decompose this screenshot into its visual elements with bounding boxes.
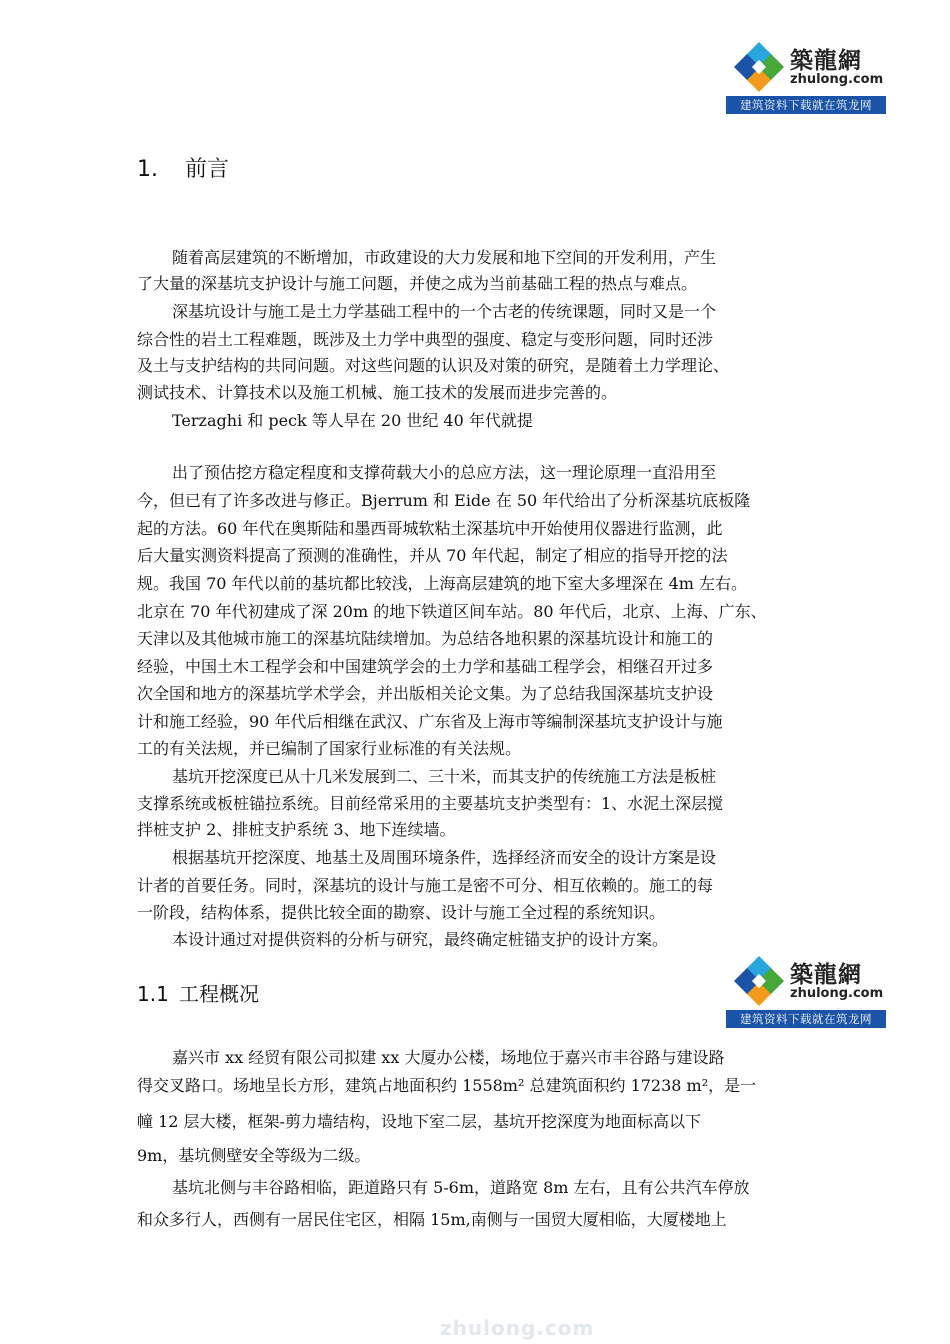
paragraph-line: 9m，基坑侧壁安全等级为二级。 <box>137 1146 371 1165</box>
paragraph-line: 天津以及其他城市施工的深基坑陆续增加。为总结各地积累的深基坑设计和施工的 <box>137 629 714 648</box>
zhulong-diamond-icon <box>732 40 786 94</box>
section-heading <box>137 152 229 183</box>
paragraph-line: 和众多行人，西侧有一居民住宅区，相隔 15m,南侧与一国贸大厦相临，大厦楼地上 <box>137 1210 727 1229</box>
paragraph-line: 北京在 70 年代初建成了深 20m 的地下铁道区间车站。80 年代后，北京、上海、广东、 <box>137 602 767 621</box>
subsection-heading <box>137 978 259 1007</box>
paragraph-line: 了大量的深基坑支护设计与施工问题，并使之成为当前基础工程的热点与难点。 <box>137 274 698 293</box>
logo-brand: 築龍網 <box>790 962 862 988</box>
paragraph-line: 次全国和地方的深基坑学术学会，并出版相关论文集。为了总结我国深基坑支护设 <box>137 684 714 703</box>
zhulong-logo-mid <box>726 950 886 1028</box>
paragraph-line: 后大量实测资料提高了预测的准确性，并从 70 年代起，制定了相应的指导开挖的法 <box>137 546 728 565</box>
paragraph-line: 拌桩支护 2、排桩支护系统 3、地下连续墙。 <box>137 820 456 839</box>
paragraph-line: 起的方法。60 年代在奥斯陆和墨西哥城软粘土深基坑中开始使用仪器进行监测，此 <box>137 519 723 538</box>
paragraph-line: 嘉兴市 xx 经贸有限公司拟建 xx 大厦办公楼，场地位于嘉兴市丰谷路与建设路 <box>172 1048 725 1067</box>
paragraph-line: 测试技术、计算技术以及施工机械、施工技术的发展而进步完善的。 <box>137 383 618 402</box>
paragraph-line: 经验，中国土木工程学会和中国建筑学会的土力学和基础工程学会，相继召开过多 <box>137 657 714 676</box>
paragraph-line: 规。我国 70 年代以前的基坑都比较浅，上海高层建筑的地下室大多埋深在 4m 左右。 <box>137 574 748 593</box>
footer-watermark: zhulong.com <box>440 1316 595 1340</box>
paragraph-line: 基坑开挖深度已从十几米发展到二、三十米，而其支护的传统施工方法是板桩 <box>172 767 717 786</box>
subsection-title: 工程概况 <box>179 982 259 1006</box>
paragraph-line: 得交叉路口。场地呈长方形，建筑占地面积约 1558m² 总建筑面积约 17238 m²，是一 <box>137 1076 757 1095</box>
paragraph-line: 深基坑设计与施工是土力学基础工程中的一个古老的传统课题，同时又是一个 <box>172 302 717 321</box>
paragraph-line: 今，但已有了许多改进与修正。Bjerrum 和 Eide 在 50 年代给出了分析深基坑底板隆 <box>137 491 751 510</box>
logo-domain: zhulong.com <box>790 72 884 87</box>
paragraph-line: 计和施工经验，90 年代后相继在武汉、广东省及上海市等编制深基坑支护设计与施 <box>137 712 723 731</box>
section-number: 1. <box>137 157 158 182</box>
logo-slogan: 建筑资料下载就在筑龙网 <box>726 1010 886 1028</box>
paragraph-line: Terzaghi 和 peck 等人早在 20 世纪 40 年代就提 <box>172 411 533 430</box>
paragraph-line: 及土与支护结构的共同问题。对这些问题的认识及对策的研究，是随着土力学理论、 <box>137 356 730 375</box>
logo-brand: 築龍網 <box>790 48 862 74</box>
subsection-number: 1.1 <box>137 982 169 1006</box>
zhulong-logo-top <box>726 36 886 114</box>
paragraph-line: 支撑系统或板桩锚拉系统。目前经常采用的主要基坑支护类型有：1、水泥土深层搅 <box>137 794 724 813</box>
paragraph-line: 计者的首要任务。同时，深基坑的设计与施工是密不可分、相互依赖的。施工的每 <box>137 876 714 895</box>
paragraph-line: 根据基坑开挖深度、地基土及周围环境条件，选择经济而安全的设计方案是设 <box>172 848 717 867</box>
logo-domain: zhulong.com <box>790 986 884 1001</box>
paragraph-line: 出了预估挖方稳定程度和支撑荷载大小的总应方法，这一理论原理一直沿用至 <box>172 463 717 482</box>
section-title: 前言 <box>185 157 230 182</box>
paragraph-line: 一阶段，结构体系，提供比较全面的勘察、设计与施工全过程的系统知识。 <box>137 903 666 922</box>
logo-slogan: 建筑资料下载就在筑龙网 <box>726 96 886 114</box>
paragraph-line: 随着高层建筑的不断增加，市政建设的大力发展和地下空间的开发利用，产生 <box>172 248 717 267</box>
paragraph-line: 综合性的岩土工程难题，既涉及土力学中典型的强度、稳定与变形问题，同时还涉 <box>137 330 714 349</box>
paragraph-line: 幢 12 层大楼，框架-剪力墙结构，设地下室二层，基坑开挖深度为地面标高以下 <box>137 1112 701 1131</box>
paragraph-line: 本设计通过对提供资料的分析与研究，最终确定桩锚支护的设计方案。 <box>172 930 669 949</box>
paragraph-line: 工的有关法规，并已编制了国家行业标准的有关法规。 <box>137 739 522 758</box>
paragraph-line: 基坑北侧与丰谷路相临，距道路只有 5-6m，道路宽 8m 左右，且有公共汽车停放 <box>172 1178 750 1197</box>
zhulong-diamond-icon <box>732 954 786 1008</box>
